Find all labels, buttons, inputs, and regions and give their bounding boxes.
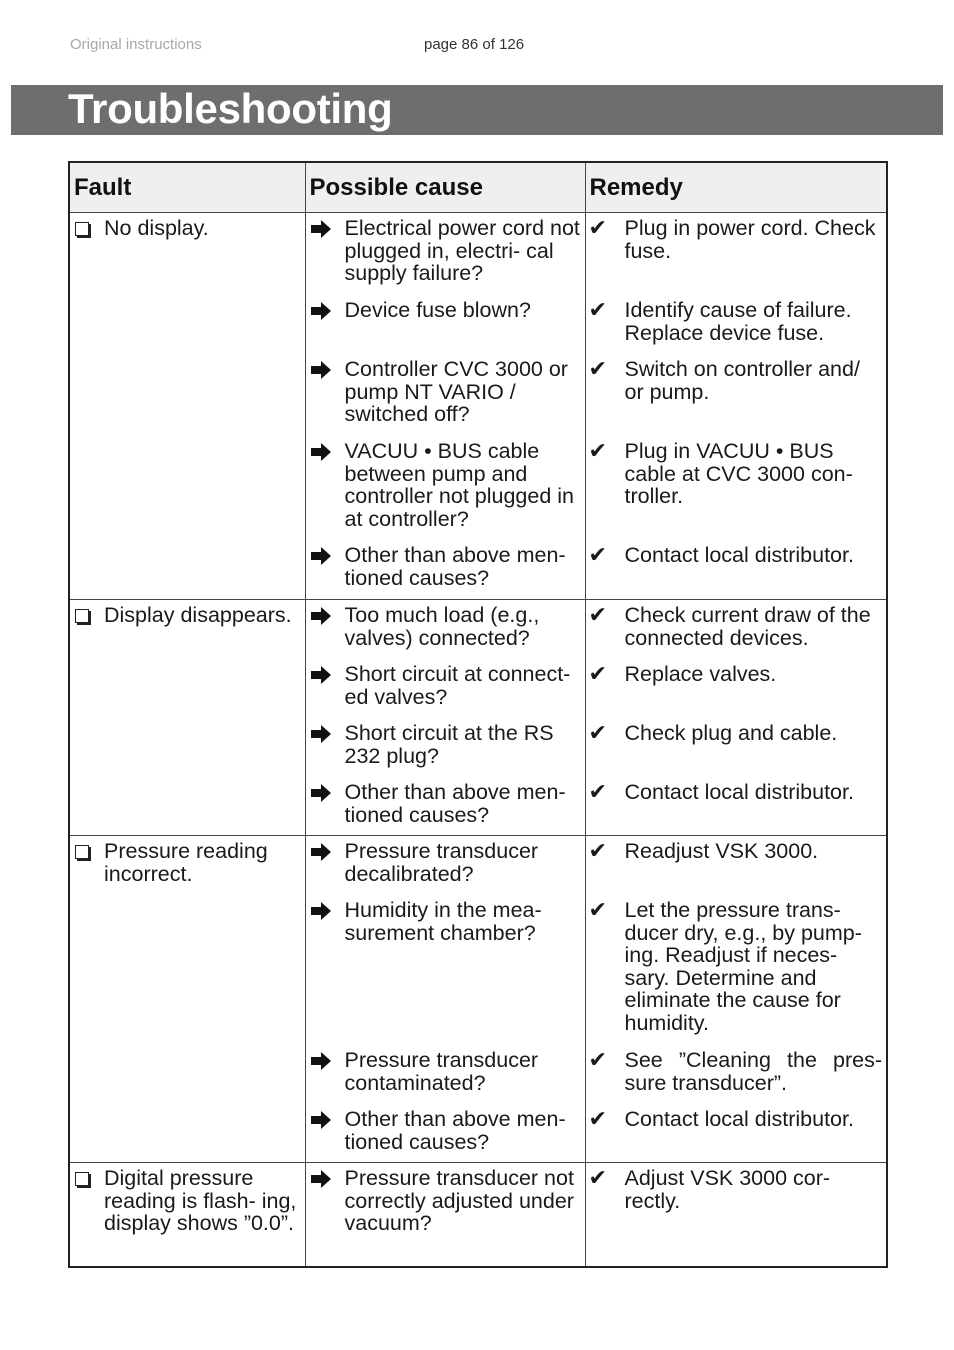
remedy-text: Identify cause of failure. Replace device fuse. <box>624 298 852 345</box>
checkmark-icon: ✔ <box>588 897 607 922</box>
cause-item <box>306 1167 585 1235</box>
cause-item <box>306 604 585 659</box>
remedy-item <box>586 1049 887 1104</box>
fault-cell <box>69 1163 305 1268</box>
checkmark-icon: ✔ <box>588 215 607 240</box>
cause-text: Pressure transducer decalibrated? <box>344 839 539 886</box>
table-row <box>69 1163 887 1268</box>
cause-item <box>306 663 585 718</box>
cause-text: Other than above men- tioned causes? <box>344 780 566 827</box>
cause-text: Pressure transducer not correctly adjusted under vacuum? <box>344 1166 574 1235</box>
remedy-text: Contact local distributor. <box>624 780 854 804</box>
remedy-text: Switch on controller and/ or pump. <box>624 357 860 404</box>
cause-item <box>306 1049 585 1104</box>
arrow-right-icon <box>310 547 332 565</box>
checkmark-icon: ✔ <box>588 1106 607 1131</box>
arrow-right-icon <box>310 843 332 861</box>
remedy-text: Replace valves. <box>624 662 777 686</box>
cause-cell <box>305 600 585 836</box>
remedy-text: Let the pressure trans- ducer dry, e.g., by pump- ing. Readjust if neces- sary. Determine and eliminate the cause for humidity. <box>624 898 862 1035</box>
title-banner <box>11 85 943 135</box>
remedy-text: Plug in VACUU • BUS cable at CVC 3000 con- troller. <box>624 439 853 508</box>
table-header-row <box>69 162 887 213</box>
cause-item <box>306 722 585 777</box>
cause-text: VACUU • BUS cable between pump and controller not plugged in at controller? <box>344 439 574 531</box>
document-label: Original instructions <box>70 36 202 53</box>
arrow-right-icon <box>310 443 332 461</box>
cause-text: Too much load (e.g., valves) connected? <box>344 603 540 650</box>
fault-text: Digital pressure reading is flash- ing, display shows ”0.0”. <box>104 1166 297 1235</box>
checkbox-icon <box>75 845 89 859</box>
cause-text: Short circuit at the RS 232 plug? <box>344 721 554 768</box>
cause-cell <box>305 1163 585 1268</box>
page-title: Troubleshooting <box>68 85 393 132</box>
arrow-right-icon <box>310 1111 332 1129</box>
column-header-remedy: Remedy <box>585 162 887 213</box>
checkmark-icon: ✔ <box>588 720 607 745</box>
remedy-text: Plug in power cord. Check fuse. <box>624 216 876 263</box>
fault-item <box>70 604 305 627</box>
checkbox-icon <box>75 609 89 623</box>
arrow-right-icon <box>310 302 332 320</box>
fault-text: Pressure reading incorrect. <box>104 839 268 886</box>
fault-item <box>70 1167 305 1235</box>
troubleshooting-table <box>68 161 888 1268</box>
remedy-item <box>586 604 887 659</box>
checkmark-icon: ✔ <box>588 779 607 804</box>
arrow-right-icon <box>310 1170 332 1188</box>
fault-cell <box>69 600 305 836</box>
arrow-right-icon <box>310 220 332 238</box>
fault-item <box>70 217 305 240</box>
fault-text: No display. <box>104 216 209 240</box>
table-row <box>69 213 887 600</box>
remedy-cell <box>585 213 887 600</box>
arrow-right-icon <box>310 1052 332 1070</box>
checkbox-icon <box>75 1172 89 1186</box>
checkmark-icon: ✔ <box>588 1047 607 1072</box>
remedy-item <box>586 544 887 594</box>
checkmark-icon: ✔ <box>588 356 607 381</box>
cause-item <box>306 840 585 895</box>
arrow-right-icon <box>310 902 332 920</box>
cause-text: Other than above men- tioned causes? <box>344 543 566 590</box>
remedy-item <box>586 663 887 718</box>
remedy-item <box>586 440 887 540</box>
cause-item <box>306 544 585 594</box>
table-row <box>69 836 887 1163</box>
remedy-text: Contact local distributor. <box>624 1107 854 1131</box>
table-row <box>69 600 887 836</box>
remedy-item <box>586 840 887 895</box>
remedy-item <box>586 1108 887 1158</box>
remedy-item <box>586 722 887 777</box>
column-header-fault: Fault <box>69 162 305 213</box>
cause-text: Short circuit at connect- ed valves? <box>344 662 571 709</box>
checkmark-icon: ✔ <box>588 602 607 627</box>
remedy-item <box>586 781 887 831</box>
remedy-text: See ”Cleaning the pres- sure transducer”. <box>624 1048 882 1095</box>
cause-cell <box>305 836 585 1163</box>
remedy-text: Adjust VSK 3000 cor- rectly. <box>624 1166 831 1213</box>
checkmark-icon: ✔ <box>588 297 607 322</box>
remedy-item <box>586 1167 887 1212</box>
cause-text: Other than above men- tioned causes? <box>344 1107 566 1154</box>
checkmark-icon: ✔ <box>588 661 607 686</box>
cause-item <box>306 358 585 436</box>
cause-item <box>306 899 585 1045</box>
arrow-right-icon <box>310 784 332 802</box>
remedy-item <box>586 358 887 436</box>
cause-text: Electrical power cord not plugged in, electri- cal supply failure? <box>344 216 580 285</box>
checkmark-icon: ✔ <box>588 838 607 863</box>
remedy-cell <box>585 836 887 1163</box>
fault-cell <box>69 836 305 1163</box>
checkbox-icon <box>75 222 89 236</box>
fault-cell <box>69 213 305 600</box>
checkmark-icon: ✔ <box>588 542 607 567</box>
cause-text: Pressure transducer contaminated? <box>344 1048 539 1095</box>
cause-item <box>306 217 585 295</box>
remedy-cell <box>585 600 887 836</box>
cause-item <box>306 440 585 540</box>
checkmark-icon: ✔ <box>588 438 607 463</box>
cause-text: Controller CVC 3000 or pump NT VARIO / switched off? <box>344 357 568 426</box>
remedy-item <box>586 299 887 354</box>
cause-cell <box>305 213 585 600</box>
column-header-cause: Possible cause <box>305 162 585 213</box>
cause-text: Device fuse blown? <box>344 298 531 322</box>
remedy-text: Readjust VSK 3000. <box>624 839 819 863</box>
fault-text: Display disappears. <box>104 603 292 627</box>
page-number: page 86 of 126 <box>424 36 525 53</box>
remedy-text: Contact local distributor. <box>624 543 854 567</box>
remedy-text: Check plug and cable. <box>624 721 838 745</box>
arrow-right-icon <box>310 607 332 625</box>
arrow-right-icon <box>310 666 332 684</box>
arrow-right-icon <box>310 361 332 379</box>
cause-item <box>306 781 585 831</box>
remedy-cell <box>585 1163 887 1268</box>
arrow-right-icon <box>310 725 332 743</box>
remedy-item <box>586 899 887 1045</box>
remedy-text: Check current draw of the connected devices. <box>624 603 871 650</box>
remedy-item <box>586 217 887 295</box>
cause-item <box>306 299 585 354</box>
fault-item <box>70 840 305 885</box>
cause-text: Humidity in the mea- surement chamber? <box>344 898 542 945</box>
checkmark-icon: ✔ <box>588 1165 607 1190</box>
cause-item <box>306 1108 585 1158</box>
